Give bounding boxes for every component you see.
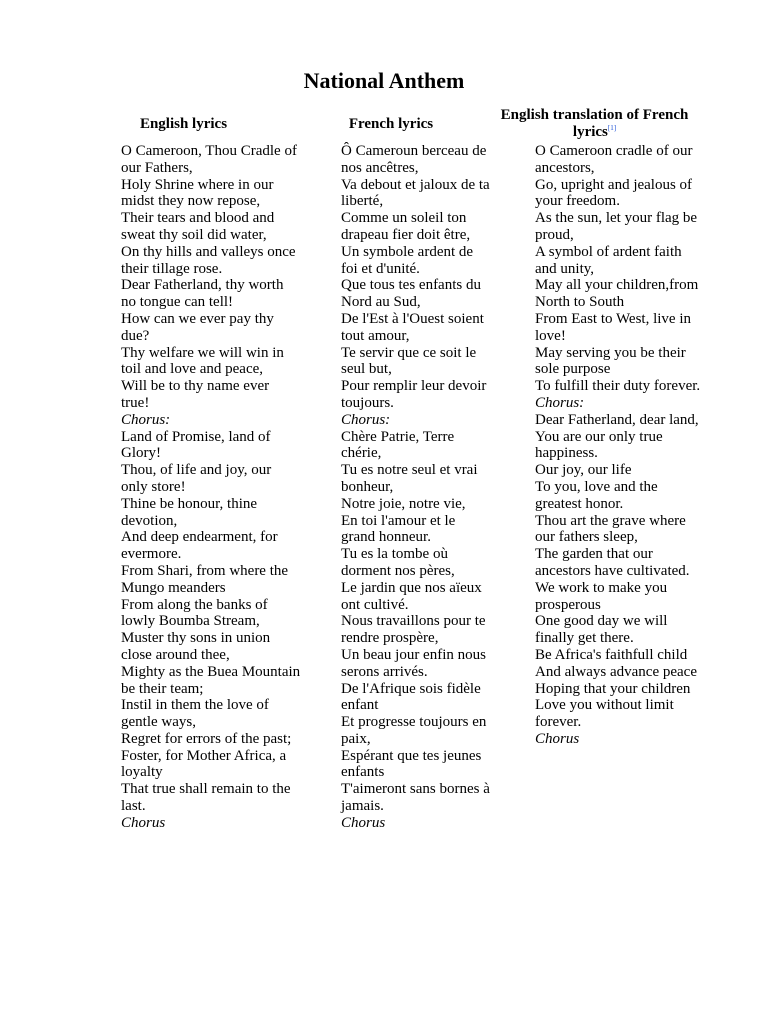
lyric-line: A symbol of ardent faith and unity, bbox=[535, 243, 682, 277]
lyric-line: De l'Afrique sois fidèle enfant bbox=[341, 680, 481, 714]
lyric-line: Thou, of life and joy, our only store! bbox=[121, 462, 272, 495]
page-title: National Anthem bbox=[303, 68, 465, 93]
lyric-line: And always advance peace bbox=[535, 663, 697, 680]
lyric-line: Que tous tes enfants du Nord au Sud, bbox=[341, 277, 481, 311]
lyric-line: De l'Est à l'Ouest soient tout amour, bbox=[341, 310, 484, 344]
lyric-line: Chère Patrie, Terre chérie, bbox=[341, 428, 455, 462]
lyric-line: Muster thy sons in union close around thee, bbox=[121, 630, 271, 663]
lyric-line: You are our only true happiness. bbox=[535, 428, 663, 462]
lyric-line: Ô Cameroun berceau de nos ancêtres, bbox=[341, 143, 487, 176]
lyric-line: Et progresse toujours en paix, bbox=[341, 714, 487, 747]
english-lyrics-header: English lyrics bbox=[139, 116, 228, 132]
lyric-line: O Cameroon cradle of our ancestors, bbox=[535, 143, 693, 176]
lyric-line: Dear Fatherland, dear land, bbox=[535, 411, 699, 428]
lyric-line: O Cameroon, Thou Cradle of our Fathers, bbox=[121, 143, 297, 176]
lyric-line: Chorus: bbox=[341, 411, 391, 428]
lyric-line: Espérant que tes jeunes enfants bbox=[341, 747, 482, 781]
lyric-line: Thou art the grave where our fathers sleep, bbox=[535, 512, 686, 546]
lyric-line: Va debout et jaloux de ta liberté, bbox=[341, 176, 490, 210]
translation-header-text: English translation of French lyrics bbox=[500, 107, 689, 140]
lyric-line: Chorus bbox=[341, 814, 386, 831]
lyric-line: Chorus: bbox=[535, 394, 585, 411]
lyric-line: Foster, for Mother Africa, a loyalty bbox=[121, 747, 287, 781]
lyric-line: Hoping that your children bbox=[535, 680, 691, 697]
lyric-line: T'aimeront sans bornes à jamais. bbox=[341, 781, 490, 815]
lyric-line: Nous travaillons pour te rendre prospère, bbox=[341, 613, 486, 647]
lyric-line: Tu es la tombe où dorment nos pères, bbox=[341, 546, 455, 579]
lyric-line: As the sun, let your flag be proud, bbox=[535, 210, 698, 243]
lyric-line: Our joy, our life bbox=[535, 462, 632, 479]
lyric-line: Their tears and blood and sweat thy soil did water, bbox=[121, 210, 275, 243]
translation-header bbox=[492, 107, 697, 141]
translation-lyrics-column bbox=[535, 143, 707, 748]
lyric-line: On thy hills and valleys once their tillage rose. bbox=[121, 243, 296, 277]
lyric-line: Chorus: bbox=[121, 411, 171, 428]
lyric-line: Dear Fatherland, thy worth no tongue can tell! bbox=[121, 277, 284, 311]
lyric-line: From along the banks of lowly Boumba Stream, bbox=[121, 596, 268, 630]
lyric-line: Regret for errors of the past; bbox=[121, 730, 292, 747]
lyric-line: En toi l'amour et le grand honneur. bbox=[341, 512, 456, 546]
french-lyrics-column bbox=[341, 143, 493, 832]
lyric-line: Go, upright and jealous of your freedom. bbox=[535, 176, 693, 210]
french-lyrics-header: French lyrics bbox=[348, 116, 434, 132]
lyric-line: May serving you be their sole purpose bbox=[535, 344, 686, 378]
lyric-line: Un symbole ardent de foi et d'unité. bbox=[341, 243, 474, 277]
lyric-line: Pour remplir leur devoir toujours. bbox=[341, 378, 487, 411]
lyric-line: Comme un soleil ton drapeau fier doit être, bbox=[341, 210, 471, 243]
english-lyrics-column bbox=[121, 143, 301, 832]
lyric-line: Un beau jour enfin nous serons arrivés. bbox=[341, 646, 486, 680]
lyric-line: Notre joie, notre vie, bbox=[341, 495, 466, 512]
lyric-line: Thy welfare we will win in toil and love and peace, bbox=[121, 344, 284, 378]
lyric-line: To fulfill their duty forever. bbox=[535, 378, 701, 395]
lyric-line: Tu es notre seul et vrai bonheur, bbox=[341, 462, 478, 495]
lyric-line: One good day we will finally get there. bbox=[535, 613, 668, 647]
lyric-line: Chorus bbox=[121, 814, 166, 831]
lyric-line: May all your children,from North to South bbox=[535, 277, 699, 311]
lyric-line: Land of Promise, land of Glory! bbox=[121, 428, 271, 462]
lyric-line: Chorus bbox=[535, 730, 580, 747]
lyric-line: To you, love and the greatest honor. bbox=[535, 478, 658, 512]
footnote-ref-link[interactable]: [1] bbox=[607, 124, 617, 132]
lyric-line: Will be to thy name ever true! bbox=[121, 378, 270, 411]
lyric-line: Thine be honour, thine devotion, bbox=[121, 495, 258, 529]
lyric-line: And deep endearment, for evermore. bbox=[121, 529, 278, 563]
lyric-line: Le jardin que nos aïeux ont cultivé. bbox=[341, 579, 482, 613]
lyric-line: Be Africa's faithfull child bbox=[535, 646, 688, 663]
lyric-line: The garden that our ancestors have cultivated. bbox=[535, 546, 690, 579]
lyric-line: Instil in them the love of gentle ways, bbox=[121, 697, 269, 731]
lyric-line: We work to make you prosperous bbox=[535, 579, 668, 613]
lyric-line: From East to West, live in love! bbox=[535, 310, 692, 344]
lyric-line: Love you without limit forever. bbox=[535, 697, 674, 731]
lyric-line: Te servir que ce soit le seul but, bbox=[341, 344, 477, 378]
lyric-line: How can we ever pay thy due? bbox=[121, 310, 274, 344]
lyric-line: Mighty as the Buea Mountain be their team; bbox=[121, 663, 301, 697]
lyric-line: Holy Shrine where in our midst they now repose, bbox=[121, 176, 274, 210]
lyric-line: That true shall remain to the last. bbox=[121, 781, 291, 815]
lyric-line: From Shari, from where the Mungo meanders bbox=[121, 562, 289, 596]
